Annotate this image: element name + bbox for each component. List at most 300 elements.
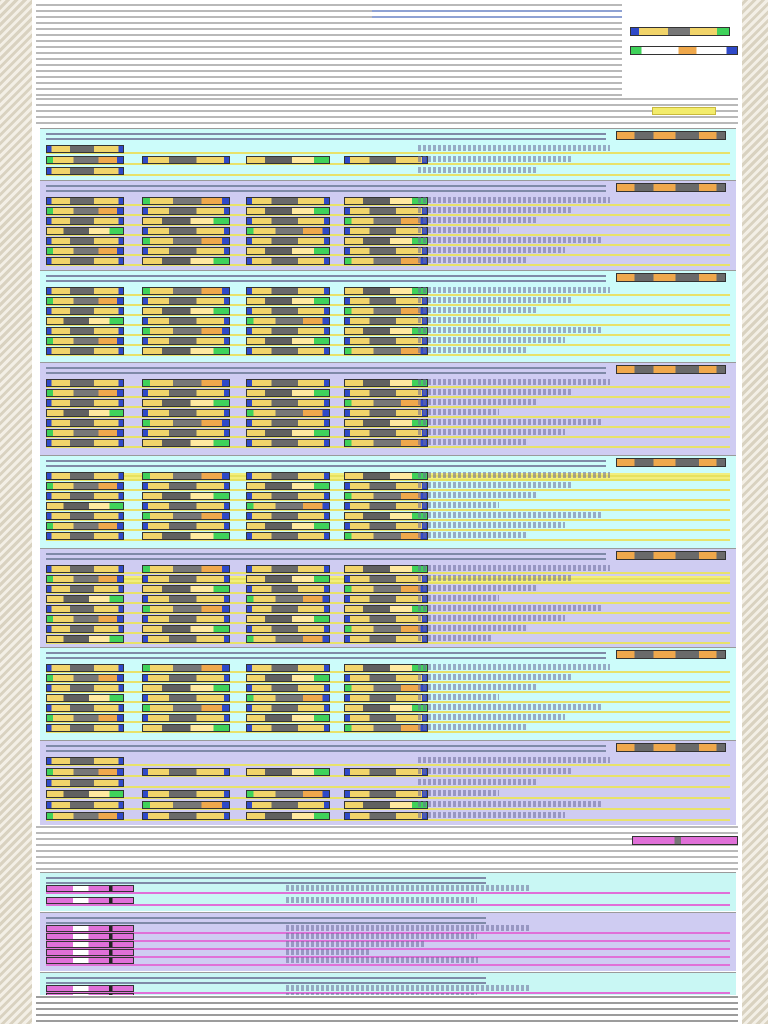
- sequence-track: [46, 532, 124, 540]
- sequence-track: [246, 801, 330, 809]
- sequence-track: [142, 565, 230, 573]
- sequence-track: [246, 297, 330, 305]
- sequence-track: [142, 492, 230, 500]
- sequence-track: [246, 575, 330, 583]
- sequence-track: [344, 768, 428, 776]
- sequence-track: [246, 625, 330, 633]
- panel-legend-track: [616, 551, 726, 560]
- pink-panel-2: [40, 912, 736, 971]
- sequence-track: [142, 664, 230, 672]
- sequence-track: [142, 419, 230, 427]
- sequence-track: [246, 317, 330, 325]
- row-annotation: [418, 585, 536, 591]
- sequence-track: [46, 337, 124, 345]
- sequence-track: [344, 492, 428, 500]
- sequence-track: [142, 704, 230, 712]
- panel-8: [40, 740, 736, 825]
- pink-panel-3: [40, 972, 736, 995]
- sequence-track: [142, 482, 230, 490]
- track-row: [46, 694, 730, 703]
- panel-legend-track: [616, 743, 726, 752]
- sequence-track: [246, 585, 330, 593]
- track-row: [46, 337, 730, 346]
- highlighted-term: [652, 107, 716, 115]
- sequence-track: [142, 585, 230, 593]
- row-annotation: [418, 167, 536, 173]
- track-row: [46, 565, 730, 574]
- track-row: [46, 247, 730, 256]
- pink-track-row: [46, 993, 730, 995]
- sequence-track: [344, 522, 428, 530]
- sequence-track: [246, 724, 330, 732]
- row-annotation: [286, 957, 478, 963]
- row-annotation: [418, 532, 528, 538]
- sequence-track: [142, 317, 230, 325]
- panel-legend-track: [616, 273, 726, 282]
- sequence-track: [246, 399, 330, 407]
- row-annotation: [286, 941, 424, 947]
- track-row: [46, 327, 730, 336]
- sequence-track: [344, 482, 428, 490]
- row-annotation: [418, 145, 610, 151]
- track-row: [46, 472, 730, 481]
- sequence-track: [246, 307, 330, 315]
- row-annotation: [418, 227, 499, 233]
- row-annotation: [286, 897, 477, 903]
- sequence-track: [344, 409, 428, 417]
- end-paragraph: [36, 996, 738, 1022]
- pink-sequence-track: [46, 957, 134, 964]
- row-annotation: [418, 502, 499, 508]
- sequence-track: [46, 492, 124, 500]
- sequence-track: [246, 522, 330, 530]
- sequence-track: [344, 197, 428, 205]
- track-row: [46, 409, 730, 418]
- sequence-track: [142, 812, 230, 820]
- track-row: [46, 287, 730, 296]
- sequence-track: [246, 595, 330, 603]
- sequence-track: [46, 635, 124, 643]
- row-annotation: [418, 704, 602, 710]
- sequence-track: [142, 635, 230, 643]
- row-annotation: [418, 409, 499, 415]
- sequence-track: [344, 297, 428, 305]
- track-row: [46, 297, 730, 306]
- sequence-track: [344, 379, 428, 387]
- sequence-track: [142, 399, 230, 407]
- sequence-track: [46, 502, 124, 510]
- sequence-track: [246, 502, 330, 510]
- row-annotation: [418, 779, 536, 785]
- sequence-track: [142, 307, 230, 315]
- sequence-track: [142, 674, 230, 682]
- sequence-track: [46, 575, 124, 583]
- sequence-track: [46, 585, 124, 593]
- sequence-track: [46, 439, 124, 447]
- sequence-track: [344, 532, 428, 540]
- sequence-track: [344, 156, 428, 164]
- pink-panel-1: [40, 872, 736, 911]
- track-row: [46, 768, 730, 777]
- sequence-track: [344, 635, 428, 643]
- panel-heading: [46, 133, 606, 143]
- sequence-track: [246, 605, 330, 613]
- panel-heading: [46, 745, 606, 755]
- sequence-track: [142, 409, 230, 417]
- track-row: [46, 779, 730, 788]
- sequence-track: [46, 145, 124, 153]
- sequence-track: [344, 389, 428, 397]
- panel-7: [40, 647, 736, 741]
- sequence-track: [344, 439, 428, 447]
- sequence-track: [46, 156, 124, 164]
- sequence-track: [142, 502, 230, 510]
- sequence-track: [46, 167, 124, 175]
- sequence-track: [246, 337, 330, 345]
- panel-legend-track: [616, 131, 726, 140]
- sequence-track: [46, 801, 124, 809]
- sequence-track: [142, 714, 230, 722]
- track-row: [46, 664, 730, 673]
- sequence-track: [246, 512, 330, 520]
- sequence-track: [142, 790, 230, 798]
- track-row: [46, 307, 730, 316]
- sequence-track: [246, 419, 330, 427]
- row-annotation: [418, 327, 602, 333]
- sequence-track: [142, 768, 230, 776]
- sequence-track: [344, 664, 428, 672]
- track-row: [46, 684, 730, 693]
- sequence-track: [246, 237, 330, 245]
- track-row: [46, 156, 730, 165]
- sequence-track: [344, 605, 428, 613]
- panel-legend-track: [616, 183, 726, 192]
- track-row: [46, 379, 730, 388]
- document-page: [32, 0, 742, 1024]
- row-annotation: [418, 684, 536, 690]
- sequence-track: [344, 227, 428, 235]
- sequence-track: [344, 585, 428, 593]
- track-row: [46, 502, 730, 511]
- sequence-track: [142, 522, 230, 530]
- row-annotation: [286, 885, 530, 891]
- pink-sequence-track: [46, 985, 134, 992]
- track-row: [46, 197, 730, 206]
- row-annotation: [286, 949, 371, 955]
- sequence-track: [246, 429, 330, 437]
- row-annotation: [418, 492, 536, 498]
- sequence-track: [344, 399, 428, 407]
- row-annotation: [418, 156, 573, 162]
- track-row: [46, 419, 730, 428]
- sequence-track: [344, 512, 428, 520]
- mid-paragraph: [36, 826, 738, 870]
- row-annotation: [418, 439, 528, 445]
- sequence-track: [344, 615, 428, 623]
- panel-heading: [46, 553, 606, 563]
- sequence-track: [246, 704, 330, 712]
- sequence-track: [246, 472, 330, 480]
- sequence-track: [246, 327, 330, 335]
- track-row: [46, 145, 730, 154]
- sequence-track: [246, 207, 330, 215]
- row-annotation: [418, 512, 602, 518]
- sequence-track: [344, 317, 428, 325]
- row-annotation: [418, 565, 610, 571]
- row-annotation: [418, 389, 573, 395]
- track-row: [46, 257, 730, 266]
- row-annotation: [418, 287, 610, 293]
- sequence-track: [246, 257, 330, 265]
- sequence-track: [46, 257, 124, 265]
- sequence-track: [142, 337, 230, 345]
- sequence-track: [142, 297, 230, 305]
- sequence-track: [344, 217, 428, 225]
- track-row: [46, 674, 730, 683]
- track-row: [46, 724, 730, 733]
- row-annotation: [418, 694, 499, 700]
- sequence-track: [344, 575, 428, 583]
- row-annotation: [418, 347, 528, 353]
- pink-sequence-track: [46, 993, 134, 995]
- sequence-track: [46, 419, 124, 427]
- sequence-track: [46, 757, 124, 765]
- row-annotation: [418, 207, 573, 213]
- sequence-track: [46, 684, 124, 692]
- sequence-track: [344, 472, 428, 480]
- row-annotation: [418, 714, 565, 720]
- row-annotation: [418, 247, 565, 253]
- sequence-track: [142, 724, 230, 732]
- sequence-track: [344, 327, 428, 335]
- track-row: [46, 217, 730, 226]
- row-annotation: [418, 595, 499, 601]
- row-annotation: [286, 993, 477, 995]
- sequence-track: [142, 237, 230, 245]
- panel-1: [40, 128, 736, 181]
- sequence-track: [246, 287, 330, 295]
- track-row: [46, 625, 730, 634]
- sequence-track: [246, 482, 330, 490]
- sequence-track: [344, 337, 428, 345]
- sequence-track: [46, 605, 124, 613]
- row-annotation: [418, 664, 610, 670]
- sequence-track: [142, 379, 230, 387]
- row-annotation: [418, 790, 499, 796]
- sequence-track: [246, 664, 330, 672]
- sequence-track: [46, 297, 124, 305]
- track-row: [46, 790, 730, 799]
- sequence-track: [46, 522, 124, 530]
- sequence-track: [344, 502, 428, 510]
- sequence-track: [142, 389, 230, 397]
- track-row: [46, 227, 730, 236]
- track-row: [46, 512, 730, 521]
- sequence-track: [246, 684, 330, 692]
- track-row: [46, 704, 730, 713]
- track-row: [46, 429, 730, 438]
- track-row: [46, 439, 730, 448]
- sequence-track: [46, 429, 124, 437]
- row-baseline: [46, 152, 730, 154]
- sequence-track: [142, 287, 230, 295]
- row-annotation: [286, 985, 530, 991]
- sequence-track: [142, 347, 230, 355]
- row-annotation: [418, 605, 602, 611]
- sequence-track: [246, 532, 330, 540]
- pink-track-row: [46, 897, 730, 906]
- row-annotation: [286, 925, 530, 931]
- row-annotation: [418, 757, 610, 763]
- sequence-track: [46, 615, 124, 623]
- sequence-track: [46, 247, 124, 255]
- sequence-track: [46, 389, 124, 397]
- sequence-track: [142, 439, 230, 447]
- sequence-track: [46, 674, 124, 682]
- row-annotation: [418, 472, 610, 478]
- row-annotation: [418, 297, 573, 303]
- sequence-track: [142, 327, 230, 335]
- row-annotation: [418, 307, 536, 313]
- track-row: [46, 605, 730, 614]
- sequence-track: [142, 694, 230, 702]
- pink-sequence-track: [46, 933, 134, 940]
- sequence-track: [246, 674, 330, 682]
- panel-legend-track: [616, 458, 726, 467]
- track-row: [46, 812, 730, 821]
- sequence-track: [46, 237, 124, 245]
- pink-track-row: [46, 957, 730, 966]
- row-annotation: [418, 482, 573, 488]
- track-row: [46, 492, 730, 501]
- sequence-track: [46, 409, 124, 417]
- sequence-track: [46, 768, 124, 776]
- sequence-track: [142, 595, 230, 603]
- panel-2: [40, 180, 736, 271]
- sequence-track: [46, 317, 124, 325]
- sequence-track: [46, 399, 124, 407]
- track-row: [46, 585, 730, 594]
- sequence-track: [246, 389, 330, 397]
- panel-heading: [46, 275, 606, 285]
- sequence-track: [46, 512, 124, 520]
- sequence-track: [46, 704, 124, 712]
- sequence-track: [246, 439, 330, 447]
- panel-heading: [46, 367, 606, 377]
- row-annotation: [418, 724, 528, 730]
- sequence-track: [46, 227, 124, 235]
- sequence-track: [344, 237, 428, 245]
- sequence-track: [344, 257, 428, 265]
- sequence-track: [46, 327, 124, 335]
- sequence-track: [344, 704, 428, 712]
- sequence-track: [246, 197, 330, 205]
- track-row: [46, 237, 730, 246]
- sequence-track: [142, 625, 230, 633]
- pink-sequence-track: [46, 949, 134, 956]
- sequence-track: [46, 217, 124, 225]
- pink-sequence-track: [46, 925, 134, 932]
- row-annotation: [418, 615, 565, 621]
- sequence-track: [246, 615, 330, 623]
- row-annotation: [418, 317, 499, 323]
- sequence-track: [46, 197, 124, 205]
- sequence-track: [344, 429, 428, 437]
- sequence-track: [344, 307, 428, 315]
- row-annotation: [418, 575, 573, 581]
- sequence-track: [46, 287, 124, 295]
- panel-legend-track: [616, 650, 726, 659]
- panel-4: [40, 362, 736, 456]
- sequence-track: [142, 575, 230, 583]
- sequence-track: [344, 724, 428, 732]
- row-annotation: [418, 419, 602, 425]
- sequence-track: [46, 472, 124, 480]
- sequence-track: [344, 207, 428, 215]
- track-row: [46, 714, 730, 723]
- sequence-track: [344, 347, 428, 355]
- sequence-track: [46, 595, 124, 603]
- sequence-track: [344, 801, 428, 809]
- sequence-track: [142, 227, 230, 235]
- row-annotation: [418, 522, 565, 528]
- track-row: [46, 532, 730, 541]
- sequence-track: [344, 714, 428, 722]
- sequence-track: [344, 565, 428, 573]
- sequence-track: [142, 801, 230, 809]
- sequence-track: [246, 694, 330, 702]
- sequence-track: [46, 307, 124, 315]
- sequence-track: [344, 684, 428, 692]
- sequence-track: [46, 625, 124, 633]
- sequence-track: [46, 207, 124, 215]
- row-annotation: [418, 429, 565, 435]
- sequence-track: [344, 812, 428, 820]
- sequence-track: [142, 197, 230, 205]
- sequence-track: [246, 247, 330, 255]
- row-annotation: [418, 217, 536, 223]
- row-annotation: [418, 625, 528, 631]
- sequence-track: [46, 565, 124, 573]
- sequence-track: [344, 287, 428, 295]
- pink-sequence-track: [46, 897, 134, 904]
- track-row: [46, 635, 730, 644]
- row-baseline: [46, 174, 730, 176]
- sequence-track: [46, 714, 124, 722]
- row-annotation: [418, 674, 573, 680]
- row-annotation: [418, 399, 536, 405]
- sequence-track: [142, 217, 230, 225]
- sequence-track: [46, 694, 124, 702]
- sequence-track: [142, 472, 230, 480]
- panel-3: [40, 270, 736, 363]
- sequence-track: [246, 565, 330, 573]
- track-row: [46, 399, 730, 408]
- sequence-track: [246, 227, 330, 235]
- row-baseline: [46, 764, 730, 766]
- sequence-track: [246, 714, 330, 722]
- row-annotation: [418, 197, 610, 203]
- track-row: [46, 482, 730, 491]
- track-row: [46, 801, 730, 810]
- sequence-track: [246, 347, 330, 355]
- sequence-track: [142, 207, 230, 215]
- row-baseline: [46, 904, 730, 906]
- sequence-track: [142, 156, 230, 164]
- pink-sequence-track: [46, 941, 134, 948]
- track-row: [46, 595, 730, 604]
- row-annotation: [418, 379, 610, 385]
